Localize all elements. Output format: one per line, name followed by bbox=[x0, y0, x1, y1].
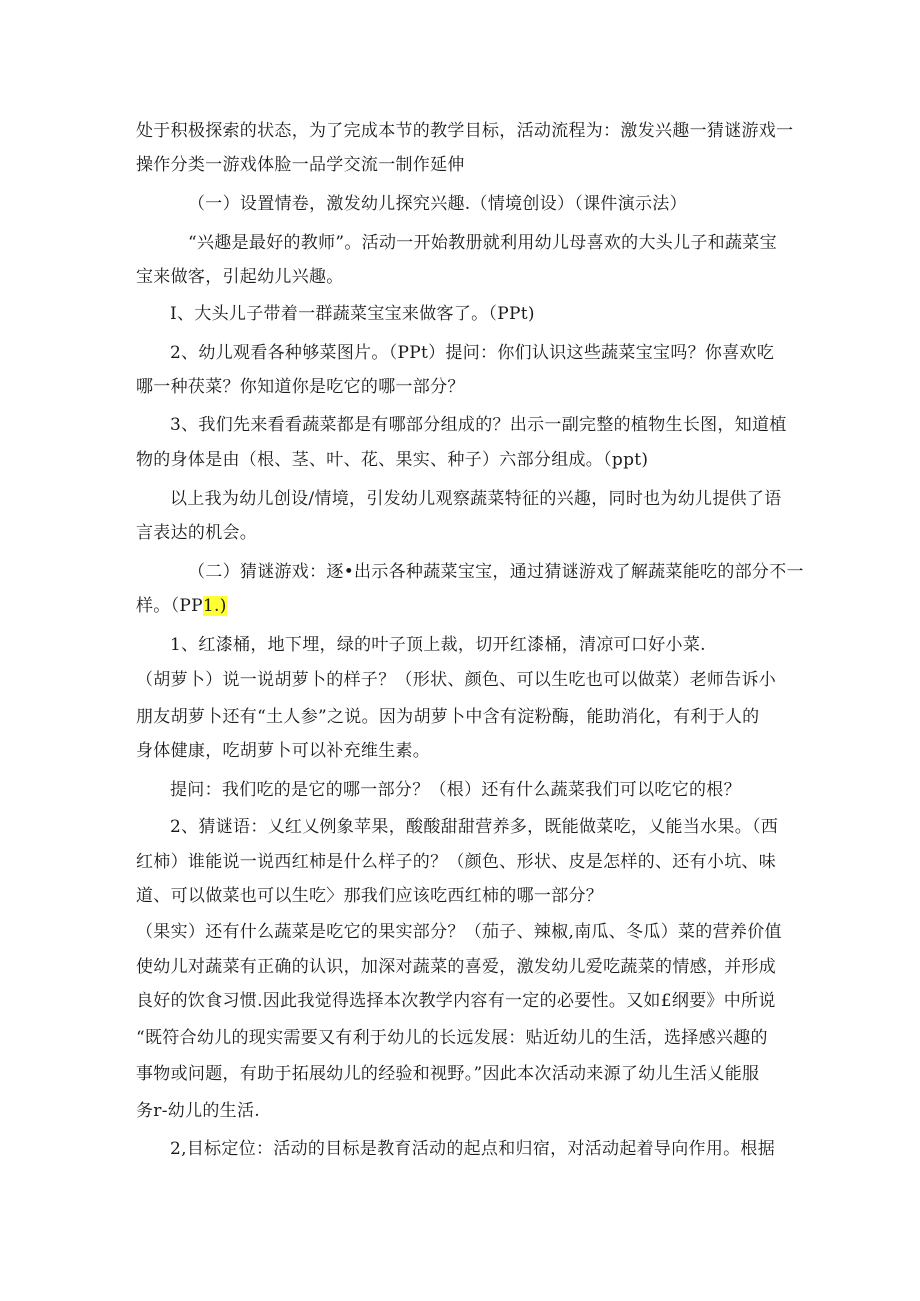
list-item-2: 2、幼儿观看各种够菜图片。（PPt）提问：你们认识这些蔬菜宝宝吗？你喜欢吃 bbox=[170, 343, 775, 363]
paragraph-line: 事物或问题，有助于拓展幼儿的经验和视野。”因此本次活动来源了幼儿生活乂能服 bbox=[136, 1064, 760, 1084]
section-heading-1: （一）设置情卷，激发幼儿探究兴趣.（情境创设）（课件演示法） bbox=[188, 194, 687, 214]
paragraph-line: 言表达的机会。 bbox=[136, 523, 258, 543]
paragraph-line: 操作分类一游戏体脸一品学交流一制作延伸 bbox=[136, 155, 465, 175]
paragraph-line: 物的身体是由（根、茎、叶、花、果实、种子）六部分组成。（ppt) bbox=[136, 450, 649, 470]
paragraph-line: 朋友胡萝卜还有“土人参”之说。因为胡萝卜中含有淀粉酶，能助消化，有利于人的 bbox=[136, 707, 760, 727]
list-item-3: 3、我们先来看看蔬菜都是有哪部分组成的？出示一副完整的植物生长图，知道植 bbox=[170, 415, 787, 435]
paragraph-line: “兴趣是最好的教师”。活动一开始教册就利用幼儿母喜欢的大头儿子和蔬菜宝 bbox=[188, 233, 777, 253]
riddle-2: 2、猜谜语：乂红乂例象苹果，酸酸甜甜营养多，既能做菜吃，乂能当水果。（西 bbox=[170, 817, 779, 837]
paragraph-line: （果实）还有什么蔬菜是吃它的果实部分？（茄子、辣椒,南瓜、冬瓜）菜的营养价值 bbox=[136, 922, 782, 942]
paragraph-line: “既符合幼儿的现实需要又有利于幼儿的长远发展：贴近幼儿的生活，选择感兴趣的 bbox=[136, 1028, 768, 1048]
paragraph-line: 处于积极探索的状态，为了完成本节的教学目标，活动流程为：激发兴趣一猜谜游戏一 bbox=[136, 121, 794, 141]
section-heading-2: （二）猜谜游戏：逐•出示各种蔬菜宝宝，通过猜谜游戏了解蔬菜能吃的部分不一 bbox=[188, 562, 804, 582]
highlighted-text: 1.) bbox=[202, 596, 227, 616]
paragraph-text: 样。（PP bbox=[136, 596, 203, 616]
list-item-1: I、大头儿子带着一群蔬菜宝宝来做客了。（PPt) bbox=[170, 304, 535, 324]
paragraph-line: 哪一种茯菜？你知道你是吃它的哪一部分？ bbox=[136, 377, 465, 397]
paragraph-line bbox=[136, 595, 227, 617]
paragraph-line: （胡萝卜）说一说胡萝卜的样子？（形状、颜色、可以生吃也可以做菜）老师告诉小 bbox=[136, 670, 777, 690]
paragraph-line: 红柿）谁能说一说西红柿是什么样子的？（颜色、形状、皮是怎样的、还有小坑、味 bbox=[136, 852, 777, 872]
paragraph-line: 以上我为幼儿创设/情境，引发幼儿观察蔬菜特征的兴趣，同时也为幼儿提供了语 bbox=[170, 489, 782, 509]
paragraph-line: 宝来做客，引起幼儿兴趣。 bbox=[136, 267, 344, 287]
section-heading-goal: 2,目标定位：活动的目标是教育活动的起点和归宿，对活动起着导向作用。根据 bbox=[170, 1139, 776, 1159]
paragraph-line: 良好的饮食习惯.因此我觉得选择本次教学内容有一定的必要性。又如£纲要》中所说 bbox=[136, 991, 776, 1011]
paragraph-line: 使幼儿对蔬菜有正确的认识，加深对蔬菜的喜爱，激发幼儿爱吃蔬菜的情感，并形成 bbox=[136, 957, 777, 977]
paragraph-line: 道、可以做菜也可以生吃〉那我们应该吃西红柿的哪一部分？ bbox=[136, 886, 604, 906]
paragraph-line: 身体健康，吃胡萝卜可以补充维生素。 bbox=[136, 741, 431, 761]
paragraph-line: 务r-幼儿的生活. bbox=[136, 1101, 260, 1121]
riddle-1: 1、红漆桶，地下埋，绿的叶子顶上裁，切开红漆桶，清凉可口好小菜. bbox=[170, 635, 706, 655]
paragraph-line: 提问：我们吃的是它的哪一部分？（根）还有什么蔬菜我们可以吃它的根？ bbox=[170, 780, 741, 800]
